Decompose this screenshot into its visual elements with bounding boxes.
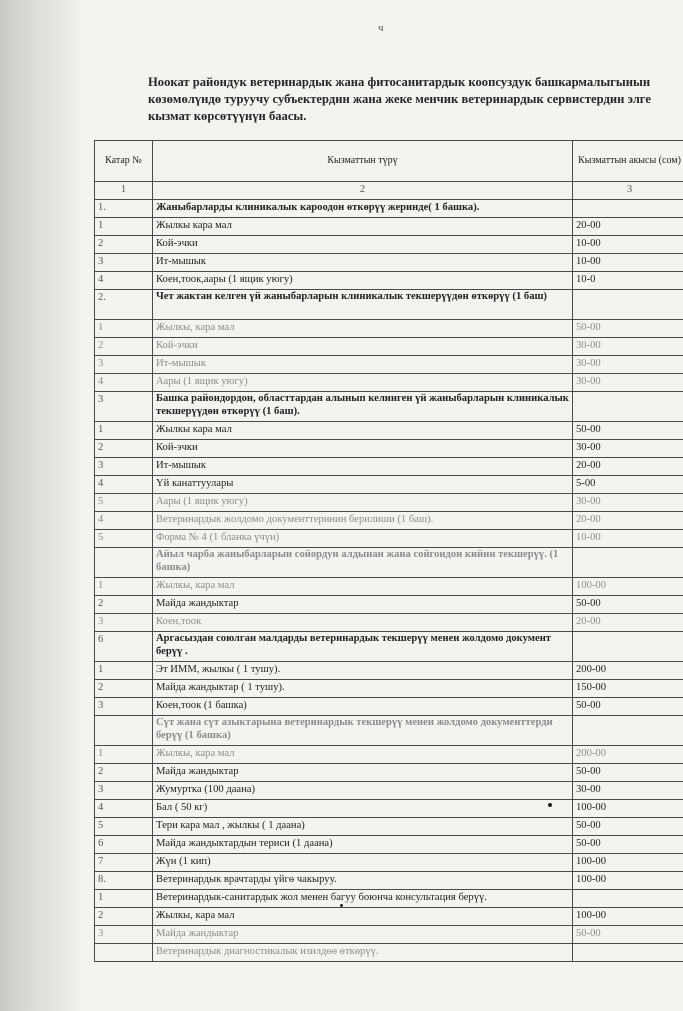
table-row [95, 476, 683, 494]
row-number: 3 [95, 392, 153, 422]
row-number: 4 [95, 800, 153, 818]
table-row [95, 254, 683, 272]
table-header-row [95, 141, 683, 182]
table-row [95, 662, 683, 680]
row-service: Эт ИММ, жылкы ( 1 тушу). [153, 662, 573, 680]
table-index-row [95, 182, 683, 200]
row-number [95, 716, 153, 746]
row-number: 2 [95, 908, 153, 926]
row-number: 3 [95, 926, 153, 944]
row-service: Майда жандыктар ( 1 тушу). [153, 680, 573, 698]
table-row [95, 716, 683, 746]
table-row [95, 764, 683, 782]
row-service: Майда жандыктар [153, 926, 573, 944]
row-price: 50-00 [573, 320, 683, 338]
table-row [95, 374, 683, 392]
row-price: 5-00 [573, 476, 683, 494]
row-number: 5 [95, 530, 153, 548]
table-row [95, 320, 683, 338]
row-service: Ветеринардык диагностикалык изилдөө өткөрүү. [153, 944, 573, 962]
row-price: 20-00 [573, 458, 683, 476]
row-service: Жылкы, кара мал [153, 746, 573, 764]
row-number: 7 [95, 854, 153, 872]
row-price: 10-00 [573, 236, 683, 254]
row-number: 2 [95, 680, 153, 698]
row-price: 50-00 [573, 698, 683, 716]
table-row [95, 890, 683, 908]
row-price: 100-00 [573, 854, 683, 872]
row-service: Тери кара мал , жылкы ( 1 даана) [153, 818, 573, 836]
row-number [95, 548, 153, 578]
row-service: Ветеринардык врачтарды үйгө чакыруу. [153, 872, 573, 890]
row-price: 100-00 [573, 800, 683, 818]
row-number: 5 [95, 494, 153, 512]
row-price [573, 548, 683, 578]
table-row [95, 338, 683, 356]
row-service: Ветеринардык жолдомо документтеринин берилиши (1 баш). [153, 512, 573, 530]
row-service: Коен,тоок,аары (1 ящик уюгу) [153, 272, 573, 290]
row-service: Форма № 4 (1 бланка үчүн) [153, 530, 573, 548]
table-row [95, 908, 683, 926]
row-number: 6 [95, 836, 153, 854]
table-row [95, 272, 683, 290]
row-number: 2 [95, 596, 153, 614]
row-price [573, 632, 683, 662]
row-price: 20-00 [573, 218, 683, 236]
row-service: Ит-мышык [153, 458, 573, 476]
row-service: Жылкы, кара мал [153, 578, 573, 596]
row-service: Үй канаттуулары [153, 476, 573, 494]
table-row [95, 458, 683, 476]
row-service: Жылкы кара мал [153, 422, 573, 440]
table-row [95, 218, 683, 236]
row-service: Жумуртка (100 даана) [153, 782, 573, 800]
row-service: Жаныбарларды клиникалык кароодон өткөрүү жеринде( 1 башка). [153, 200, 573, 218]
table-row [95, 548, 683, 578]
row-number [95, 944, 153, 962]
table-row [95, 632, 683, 662]
row-number: 2 [95, 764, 153, 782]
row-number: 4 [95, 476, 153, 494]
row-number: 5 [95, 818, 153, 836]
row-number: 1 [95, 422, 153, 440]
ink-dot [340, 904, 343, 907]
row-price: 30-00 [573, 494, 683, 512]
page-mark: ч [378, 22, 384, 34]
header-number: Катар № [95, 141, 153, 182]
row-number: 2 [95, 236, 153, 254]
row-service: Майда жандыктар [153, 596, 573, 614]
row-service: Жылкы кара мал [153, 218, 573, 236]
table-row [95, 782, 683, 800]
row-price [573, 890, 683, 908]
row-price [573, 392, 683, 422]
row-service: Башка райондордон, облаcттардан алынып келинген үй жаныбарларын клиникалык текшерүүдөн өткөрүү (1 баш). [153, 392, 573, 422]
row-service: Кой-эчки [153, 236, 573, 254]
table-row [95, 872, 683, 890]
row-service: Ит-мышык [153, 254, 573, 272]
row-price [573, 944, 683, 962]
table-row [95, 614, 683, 632]
row-price: 200-00 [573, 662, 683, 680]
row-number: 2 [95, 338, 153, 356]
row-number: 3 [95, 458, 153, 476]
header-service: Кызматтын түрү [153, 141, 573, 182]
row-price: 10-00 [573, 530, 683, 548]
row-price [573, 200, 683, 218]
row-price: 30-00 [573, 356, 683, 374]
row-number: 4 [95, 374, 153, 392]
table-row [95, 800, 683, 818]
row-price: 30-00 [573, 440, 683, 458]
row-number: 2 [95, 440, 153, 458]
table-row [95, 236, 683, 254]
row-service: Жүн (1 кип) [153, 854, 573, 872]
table-row [95, 200, 683, 218]
row-number: 3 [95, 254, 153, 272]
row-service: Аргасыздан союлган малдарды ветеринардык текшерүү менен жолдомо документ берүү . [153, 632, 573, 662]
row-service: Бал ( 50 кг) [153, 800, 573, 818]
table-row [95, 944, 683, 962]
table-row [95, 422, 683, 440]
row-number: 3 [95, 356, 153, 374]
table-row [95, 698, 683, 716]
header-price: Кызматтын акысы (сом) [573, 141, 683, 182]
row-price: 30-00 [573, 338, 683, 356]
row-service: Майда жандыктар [153, 764, 573, 782]
row-number: 1 [95, 746, 153, 764]
row-service: Айыл чарба жаныбарларын сойордун алдынан жана сойгондон кийин текшерүү. (1 башка) [153, 548, 573, 578]
row-service: Майда жандыктардын териси (1 даана) [153, 836, 573, 854]
index-cell: 2 [153, 182, 573, 200]
table-row [95, 356, 683, 374]
table-row [95, 818, 683, 836]
row-number: 1. [95, 200, 153, 218]
row-number: 1 [95, 320, 153, 338]
table-row [95, 578, 683, 596]
table-row [95, 440, 683, 458]
index-cell: 3 [573, 182, 683, 200]
table-row [95, 290, 683, 320]
row-price [573, 716, 683, 746]
row-price: 20-00 [573, 512, 683, 530]
row-service: Жылкы, кара мал [153, 320, 573, 338]
row-number: 1 [95, 218, 153, 236]
row-price: 50-00 [573, 818, 683, 836]
row-price: 100-00 [573, 908, 683, 926]
row-price: 10-0 [573, 272, 683, 290]
row-price: 200-00 [573, 746, 683, 764]
row-number: 4 [95, 512, 153, 530]
row-price: 150-00 [573, 680, 683, 698]
row-price: 30-00 [573, 374, 683, 392]
row-number: 1 [95, 578, 153, 596]
row-price [573, 290, 683, 320]
table-row [95, 680, 683, 698]
row-number: 1 [95, 890, 153, 908]
row-number: 6 [95, 632, 153, 662]
row-number: 2. [95, 290, 153, 320]
row-price: 100-00 [573, 578, 683, 596]
row-price: 50-00 [573, 422, 683, 440]
row-service: Кой-эчки [153, 338, 573, 356]
table-row [95, 512, 683, 530]
row-number: 3 [95, 782, 153, 800]
row-price: 50-00 [573, 836, 683, 854]
row-service: Аары (1 ящик уюгу) [153, 374, 573, 392]
row-number: 8. [95, 872, 153, 890]
row-price: 50-00 [573, 926, 683, 944]
table-row [95, 926, 683, 944]
row-service: Жылкы, кара мал [153, 908, 573, 926]
row-service: Сүт жана сүт азыктарына ветеринардык текшерүү менен жолдомо документтерди берүү (1 башка) [153, 716, 573, 746]
document-title: Ноокат райондук ветеринардык жана фитосанитардык коопсуздук башкармалыгынын көзөмөлүндө туруучу субъектердин жана жеке менчик ветеринардык сервистердин элге кызмат көрсөтүүнүн баасы. [148, 75, 651, 123]
row-service: Ветеринардык-санитардык жол менен багуу боюнча консультация берүү. [153, 890, 573, 908]
table-row [95, 392, 683, 422]
row-number: 4 [95, 272, 153, 290]
row-number: 3 [95, 614, 153, 632]
index-cell: 1 [95, 182, 153, 200]
row-price: 50-00 [573, 596, 683, 614]
row-price: 30-00 [573, 782, 683, 800]
table-row [95, 854, 683, 872]
price-table [94, 140, 683, 962]
row-service: Коен,тоок [153, 614, 573, 632]
row-service: Ит-мышык [153, 356, 573, 374]
table-row [95, 596, 683, 614]
table-row [95, 530, 683, 548]
row-service: Коен,тоок (1 башка) [153, 698, 573, 716]
row-number: 1 [95, 662, 153, 680]
row-price: 10-00 [573, 254, 683, 272]
row-service: Аары (1 ящик уюгу) [153, 494, 573, 512]
row-service: Чет жактан келген үй жаныбарларын клиникалык текшерүүдөн өткөрүү (1 баш) [153, 290, 573, 320]
row-service: Кой-эчки [153, 440, 573, 458]
ink-dot [548, 803, 552, 807]
table-row [95, 836, 683, 854]
table-row [95, 494, 683, 512]
table-row [95, 746, 683, 764]
row-price: 20-00 [573, 614, 683, 632]
row-price: 50-00 [573, 764, 683, 782]
row-number: 3 [95, 698, 153, 716]
row-price: 100-00 [573, 872, 683, 890]
